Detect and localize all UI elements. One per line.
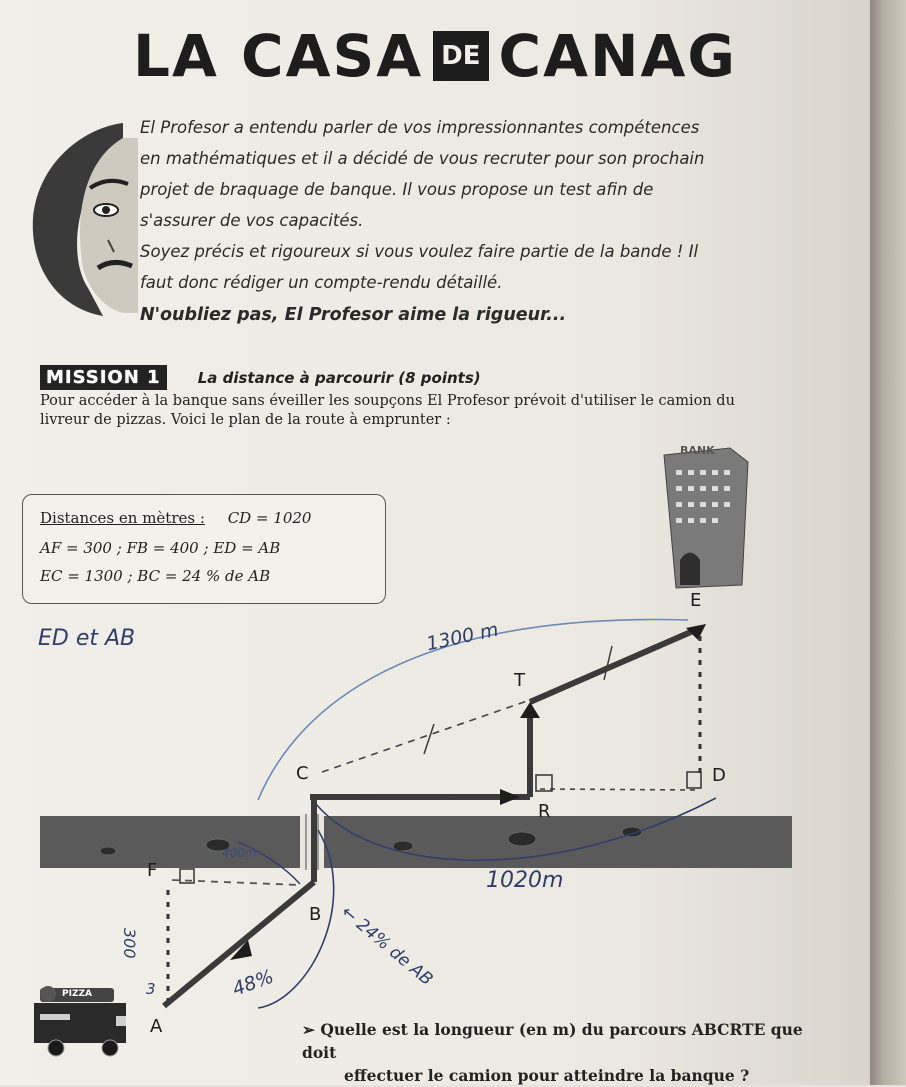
statement-line: Pour accéder à la banque sans éveiller les soupçons El Profesor prévoit d'utiliser le camion du (40, 393, 735, 409)
distances-line-1 (40, 509, 311, 527)
point-f-label: F (147, 860, 158, 881)
question-text (280, 1018, 840, 1087)
page-title (0, 18, 870, 90)
handwritten-300: 300 (120, 928, 139, 959)
intro-line: Soyez précis et rigoureux si vous voulez faire partie de la bande ! Il (140, 242, 699, 261)
point-b-label: B (309, 904, 322, 925)
handwritten-48-percent: 48% (229, 965, 277, 1001)
distances-line-2: AF = 300 ; FB = 400 ; ED = AB (40, 539, 281, 557)
intro-line: s'assurer de vos capacités. (140, 211, 364, 230)
handwritten-24-percent: ← 24% de AB (337, 902, 437, 990)
statement-line: livreur de pizzas. Voici le plan de la route à emprunter : (40, 412, 451, 428)
intro-line: projet de braquage de banque. Il vous propose un test afin de (140, 180, 654, 199)
intro-line: El Profesor a entendu parler de vos impressionnantes compétences (140, 118, 700, 137)
intro-line: en mathématiques et il a décidé de vous recruter pour son prochain (140, 149, 705, 168)
handwritten-ed-ab: ED et AB (38, 626, 136, 651)
point-a-label: A (150, 1016, 163, 1037)
intro-closing: N'oubliez pas, El Profesor aime la rigueur... (140, 305, 567, 325)
mission-header (40, 365, 481, 390)
distance-cd: CD = 1020 (227, 509, 312, 527)
distances-line-3: EC = 1300 ; BC = 24 % de AB (40, 567, 271, 585)
handwritten-1020m: 1020m (486, 868, 564, 893)
title-left: LA CASA (133, 21, 424, 90)
title-right: CANAG (498, 21, 737, 90)
point-e-label: E (690, 590, 702, 611)
bank-sign: BANK (680, 444, 715, 457)
bank-building-icon (664, 448, 748, 588)
question-line: effectuer le camion pour atteindre la banque ? (344, 1066, 750, 1085)
pizza-sign: PIZZA (62, 989, 92, 999)
distances-label: Distances en mètres : (40, 509, 205, 527)
handwritten-1300m: 1300 m (424, 618, 501, 656)
mission-title: La distance à parcourir (8 points) (197, 368, 481, 387)
point-c-label: C (296, 763, 309, 784)
point-d-label: D (712, 765, 726, 786)
handwritten-400m: 400m (222, 846, 257, 860)
distances-box (22, 494, 386, 604)
point-r-label: R (538, 801, 551, 822)
question-line: ➢ Quelle est la longueur (en m) du parcours ABCRTE que doit (302, 1020, 803, 1062)
intro-line: faut donc rédiger un compte-rendu détaillé. (140, 273, 503, 292)
title-de-badge: DE (433, 31, 488, 81)
handwritten-3: 3 (146, 980, 156, 998)
professor-mask-illustration (28, 118, 138, 318)
page-edge (870, 0, 906, 1085)
intro-text (140, 112, 830, 331)
point-t-label: T (514, 670, 525, 691)
mission-statement (40, 392, 840, 430)
mission-badge: MISSION 1 (40, 365, 167, 390)
